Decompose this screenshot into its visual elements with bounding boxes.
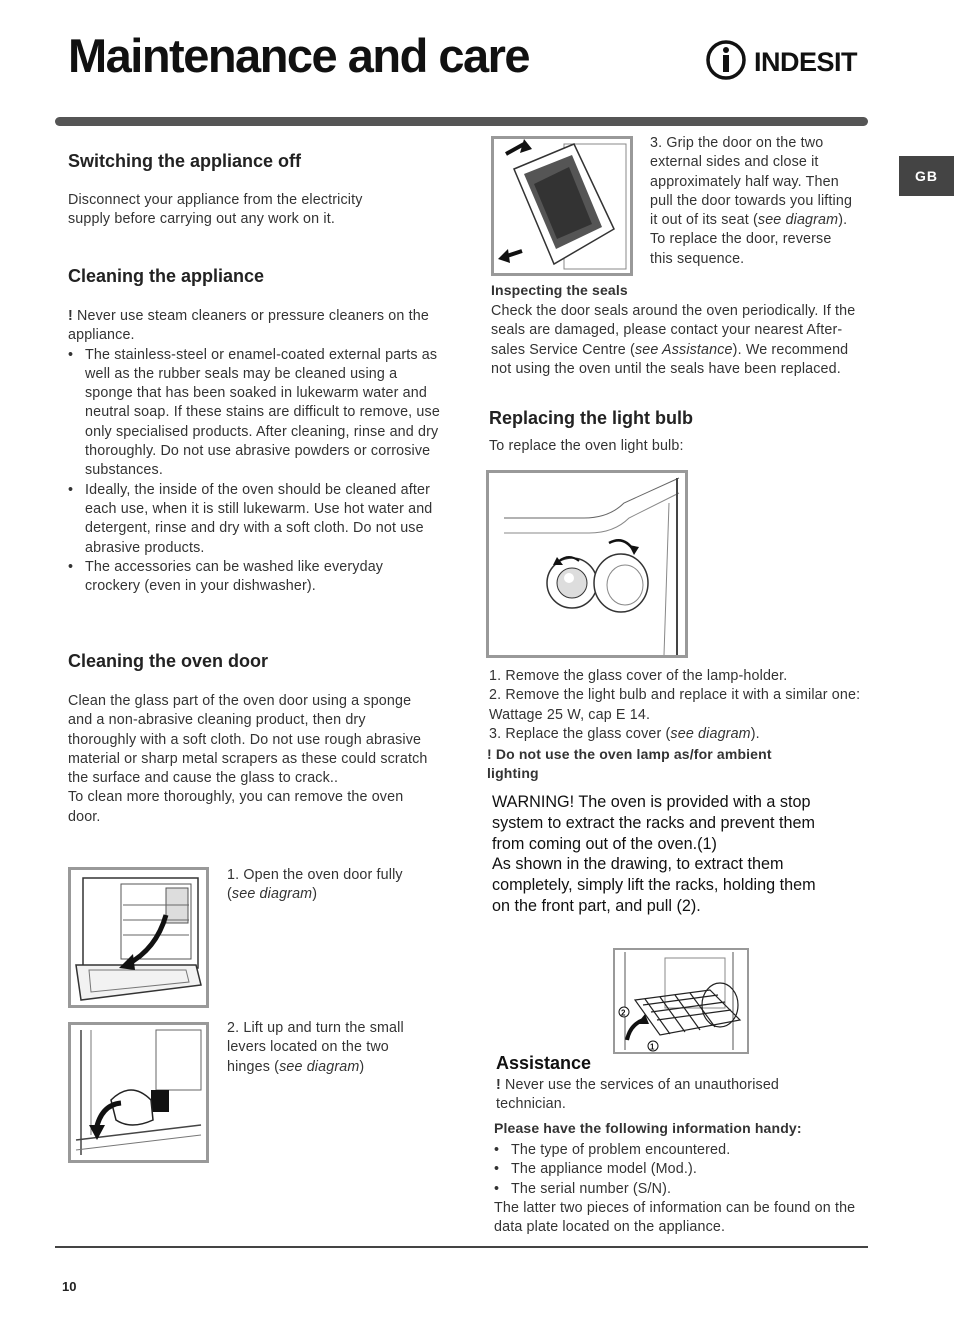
rack-label-2: 2 xyxy=(621,1008,626,1018)
step2-see-diagram: see diagram xyxy=(279,1058,360,1075)
bulb-steps xyxy=(489,667,861,744)
indesit-logo-icon xyxy=(706,38,866,82)
racks-warning-line-2: As shown in the drawing, to extract them completely, simply lift the racks, holding them on the front part, and pull (2). xyxy=(492,855,816,915)
seals-heading: Inspecting the seals xyxy=(491,282,628,298)
assistance-footer: The latter two pieces of information can be found on the data plate located on the appliance. xyxy=(494,1199,856,1236)
step3-see-diagram: see diagram xyxy=(757,212,839,229)
page-number: 10 xyxy=(62,1279,77,1294)
seals-body xyxy=(491,302,871,379)
cleaning-door-heading: Cleaning the oven door xyxy=(68,651,269,671)
rack-extraction-illustration xyxy=(615,950,747,1052)
door-removal-diagram xyxy=(491,136,633,276)
light-bulb-diagram xyxy=(486,470,688,658)
seals-text-a: Check the door seals around the oven periodically. If the seals are damaged, please contact your nearest After-sales Service Centre ( xyxy=(491,303,856,358)
seals-text-b: ). We recommend not using the oven until the seals have been replaced. xyxy=(491,341,849,377)
switching-heading: Switching the appliance off xyxy=(68,151,302,171)
rack-label-1: 1 xyxy=(650,1042,655,1052)
oven-door-open-diagram xyxy=(68,867,209,1008)
door-para-1: Clean the glass part of the oven door using a sponge and a non-abrasive cleaning product, then dry thoroughly with a soft cloth. Do not use rough abrasive material or sharp metal scrapers as these could scratch the surface and cause the glass to crack.. xyxy=(68,693,428,787)
door-step-1 xyxy=(227,866,430,905)
list-item: • The type of problem encountered. xyxy=(494,1141,868,1160)
bulb-step-3-close: ). xyxy=(750,725,760,742)
bulb-step-2: 2. Remove the light bulb and replace it with a similar one: Wattage 25 W, cap E 14. xyxy=(489,687,861,723)
assistance-bullets xyxy=(494,1141,868,1199)
bulb-step-3-see-diagram: see diagram xyxy=(670,725,751,742)
brand-text: INDESIT xyxy=(754,47,858,77)
list-item: • Ideally, the inside of the oven should be cleaned after each use, when it is still lukewarm. Use hot water and detergent, rinse and dry with a soft cloth. Do not use abrasive products. xyxy=(68,481,440,558)
door-step-3-text xyxy=(650,134,854,230)
light-bulb-illustration xyxy=(489,473,685,655)
cleaning-warning xyxy=(68,307,440,346)
door-para-2: To clean more thoroughly, you can remove the oven door. xyxy=(68,789,404,825)
assistance-warning xyxy=(496,1076,836,1115)
page-title: Maintenance and care xyxy=(68,29,530,82)
bulb-heading: Replacing the light bulb xyxy=(489,408,693,428)
door-replace-text: To replace the door, reverse this sequence. xyxy=(650,231,832,267)
switching-body xyxy=(68,191,408,230)
seals-text xyxy=(491,302,871,379)
step3-text: 3. Grip the door on the two external sides and close it approximately half way. Then pull the door towards you lifting it out of its seat ( xyxy=(650,135,853,229)
list-item: • The serial number (S/N). xyxy=(494,1180,868,1199)
cleaning-bullets xyxy=(68,346,440,597)
assistance-body xyxy=(494,1141,868,1237)
racks-warning xyxy=(492,792,822,917)
cleaning-door-body xyxy=(68,692,438,827)
bulb-step-3-text: 3. Replace the glass cover ( xyxy=(489,725,671,742)
door-step-2 xyxy=(227,1019,432,1077)
door-step-2-text xyxy=(227,1019,432,1077)
step3-close: ). xyxy=(838,212,848,229)
racks-warning-line-1: WARNING! The oven is provided with a stop system to extract the racks and prevent them from coming out of the oven.(1) xyxy=(492,793,815,853)
step2-close: ) xyxy=(359,1058,365,1075)
assistance-warning-body: Never use the services of an unauthorised technician. xyxy=(496,1077,780,1113)
cleaning-warning-text: Never use steam cleaners or pressure cleaners on the appliance. xyxy=(68,308,429,344)
switching-text: Disconnect your appliance from the electricity supply before carrying out any work on it. xyxy=(68,192,363,228)
step2-text: 2. Lift up and turn the small levers located on the two hinges ( xyxy=(227,1020,404,1075)
door-removal-illustration xyxy=(494,139,630,273)
assistance-handy: Please have the following information handy: xyxy=(494,1120,802,1136)
warning-mark: ! xyxy=(496,1077,501,1093)
bulb-warning: ! Do not use the oven lamp as/for ambient lighting xyxy=(487,746,772,782)
door-hinge-diagram xyxy=(68,1022,209,1163)
warning-mark: ! xyxy=(68,308,73,324)
bulb-step-1: 1. Remove the glass cover of the lamp-holder. xyxy=(489,668,788,684)
assistance-heading: Assistance xyxy=(496,1053,592,1073)
door-hinge-illustration xyxy=(71,1025,206,1160)
door-step-3 xyxy=(650,134,854,269)
step1-close: ) xyxy=(312,886,318,903)
cleaning-appliance-heading: Cleaning the appliance xyxy=(68,266,265,286)
indesit-logo xyxy=(706,38,866,82)
rack-extraction-diagram xyxy=(613,948,749,1054)
seals-see-assistance: see Assistance xyxy=(634,341,733,358)
step1-see-diagram: see diagram xyxy=(231,886,313,903)
door-step-1-text xyxy=(227,866,430,905)
bulb-step-3 xyxy=(489,725,861,744)
assistance-warning-text xyxy=(496,1076,836,1115)
footer-rule xyxy=(55,1246,868,1248)
cleaning-appliance-body xyxy=(68,307,440,596)
list-item: • The accessories can be washed like everyday crockery (even in your dishwasher). xyxy=(68,558,440,597)
oven-door-open-illustration xyxy=(71,870,206,1005)
language-tab: GB xyxy=(899,156,954,196)
header-rule xyxy=(55,117,868,126)
step1-text: 1. Open the oven door fully ( xyxy=(227,867,403,903)
list-item: • The appliance model (Mod.). xyxy=(494,1160,868,1179)
list-item: • The stainless-steel or enamel-coated external parts as well as the rubber seals may be cleaned using a sponge that has been soaked in lukewarm water and neutral soap. If these stains are difficult to remove, use only specialised products. After cleaning, rinse and dry thoroughly. Do not use abrasive powders or corrosive substances. xyxy=(68,346,440,481)
bulb-intro: To replace the oven light bulb: xyxy=(489,438,684,454)
